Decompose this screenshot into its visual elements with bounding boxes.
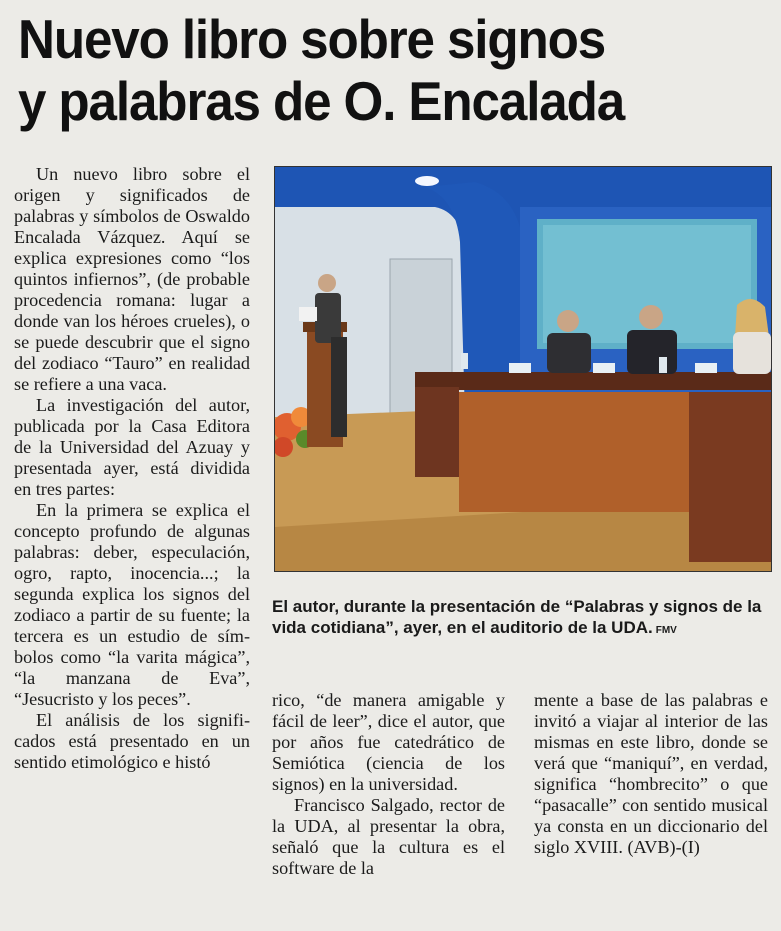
article-column-1 <box>14 164 250 773</box>
caption-text: El autor, durante la presentación de “Palabras y signos de la vida cotidiana”, ayer, en el auditorio de la UDA. <box>272 597 762 637</box>
paragraph: La investigación del autor, publicada por la Casa Editora de la Universidad del Azuay y presentada ayer, está dividida en tres partes: <box>14 395 250 499</box>
headline <box>18 8 725 132</box>
article-column-2 <box>272 690 505 879</box>
paragraph: rico, “de manera amigable y fácil de leer”, dice el autor, que por años fue catedrático de Semiótica (ciencia de los signos) en la universidad. <box>272 690 505 794</box>
news-photo <box>274 166 772 572</box>
headline-line-1: Nuevo libro sobre signos <box>18 8 606 70</box>
paragraph: El análisis de los significados está presentado en un sentido etimológico e histó <box>14 710 250 772</box>
paragraph: mente a base de las palabras e invitó a viajar al interior de las mismas en este libro, donde se verá que “maniquí”, en verdad, significa “hombrecito” o que “pasacalle” con sentido musical ya consta en un diccionario del siglo XVIII. (AVB)-(I) <box>534 690 768 857</box>
auditorium-scene <box>275 167 771 571</box>
paragraph: Un nuevo libro sobre el origen y significados de palabras y símbolos de Oswaldo Encalada Vázquez. Aquí se explica expresiones como “los quintos infiernos”, (de probable procedencia romana: lugar a donde van los héroes crueles), o se puede descubrir que el signo del zodiaco “Tauro” en realidad se refiere a una vaca. <box>14 164 250 394</box>
article-column-3 <box>534 690 768 858</box>
photo-credit: FMV <box>655 625 677 636</box>
paragraph: En la primera se explica el concepto profundo de algunas palabras: deber, especulación, ogro, rapto, inocencia...; la segunda explica los signos del zodiaco a partir de su fuente; la tercera es un estudio de símbolos como “la varita mágica”, “la manzana de Eva”, “Jesucristo y los peces”. <box>14 500 250 709</box>
photo-caption <box>272 596 770 641</box>
headline-line-2: y palabras de O. Encalada <box>18 70 625 132</box>
paragraph: Francisco Salgado, rector de la UDA, al presentar la obra, señaló que la cultura es el software de la <box>272 795 505 878</box>
